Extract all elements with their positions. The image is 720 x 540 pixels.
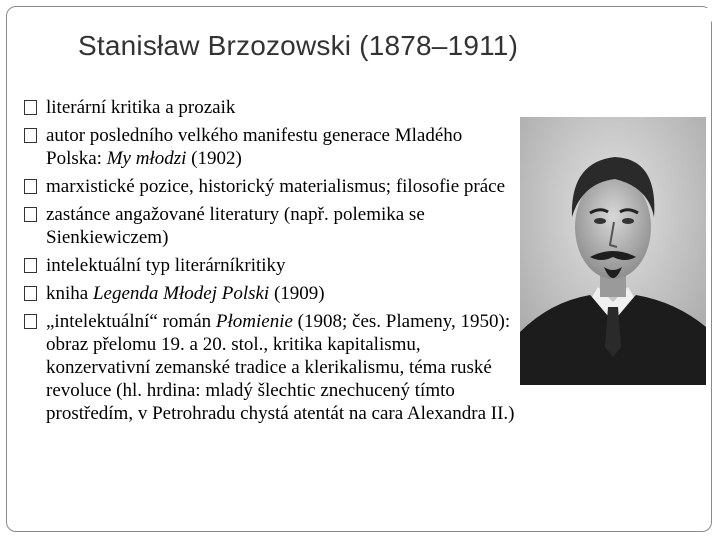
bullet-item: [22, 203, 522, 249]
box-bullet-icon: [24, 314, 37, 329]
corner-fold-decoration: [698, 8, 712, 22]
portrait-photo: [520, 117, 706, 385]
box-bullet-icon: [24, 207, 37, 222]
bullet-text: autor posledního velkého manifestu generace Mladého Polska:: [46, 125, 463, 169]
bullet-text: literární kritika a prozaik: [46, 97, 236, 118]
bullet-text: zastánce angažované literatury (např. polemika se Sienkiewiczem): [46, 204, 425, 248]
box-bullet-icon: [24, 286, 37, 301]
slide-title: Stanisław Brzozowski (1878–1911): [78, 30, 519, 61]
bullet-text: marxistické pozice, historický materialismus; filosofie práce: [46, 176, 506, 197]
box-bullet-icon: [24, 100, 37, 115]
bullet-text: (1909): [269, 283, 325, 304]
bullet-item: [22, 96, 522, 119]
bullet-text: (1902): [186, 148, 242, 169]
bullet-item: [22, 282, 522, 305]
bullet-text-italic: My młodzi: [106, 148, 187, 169]
bullet-text: „intelektuální“ román: [46, 311, 216, 332]
bullet-text: (1908; čes. Plameny, 1950): obraz přelomu 19. a 20. stol., kritika kapitalismu, konzervativní zemanské tradice a klerikalismu, téma ruské revoluce (hl. hrdina: mladý šlechtic znechucený tímto prostředím, v Petrohradu chystá atentát na cara Alexandra II.): [46, 311, 515, 424]
bullet-list: [22, 96, 522, 430]
box-bullet-icon: [24, 258, 37, 273]
bullet-text-italic: Legenda Młodej Polski: [92, 283, 270, 304]
bullet-text: intelektuální typ literárníkritiky: [46, 255, 286, 276]
bullet-item: [22, 175, 522, 198]
bullet-item: [22, 254, 522, 277]
bullet-text: kniha: [46, 283, 93, 304]
bullet-item: [22, 124, 522, 170]
box-bullet-icon: [24, 179, 37, 194]
bullet-text-italic: Płomienie: [215, 311, 293, 332]
box-bullet-icon: [24, 128, 37, 143]
bullet-item: [22, 310, 522, 425]
